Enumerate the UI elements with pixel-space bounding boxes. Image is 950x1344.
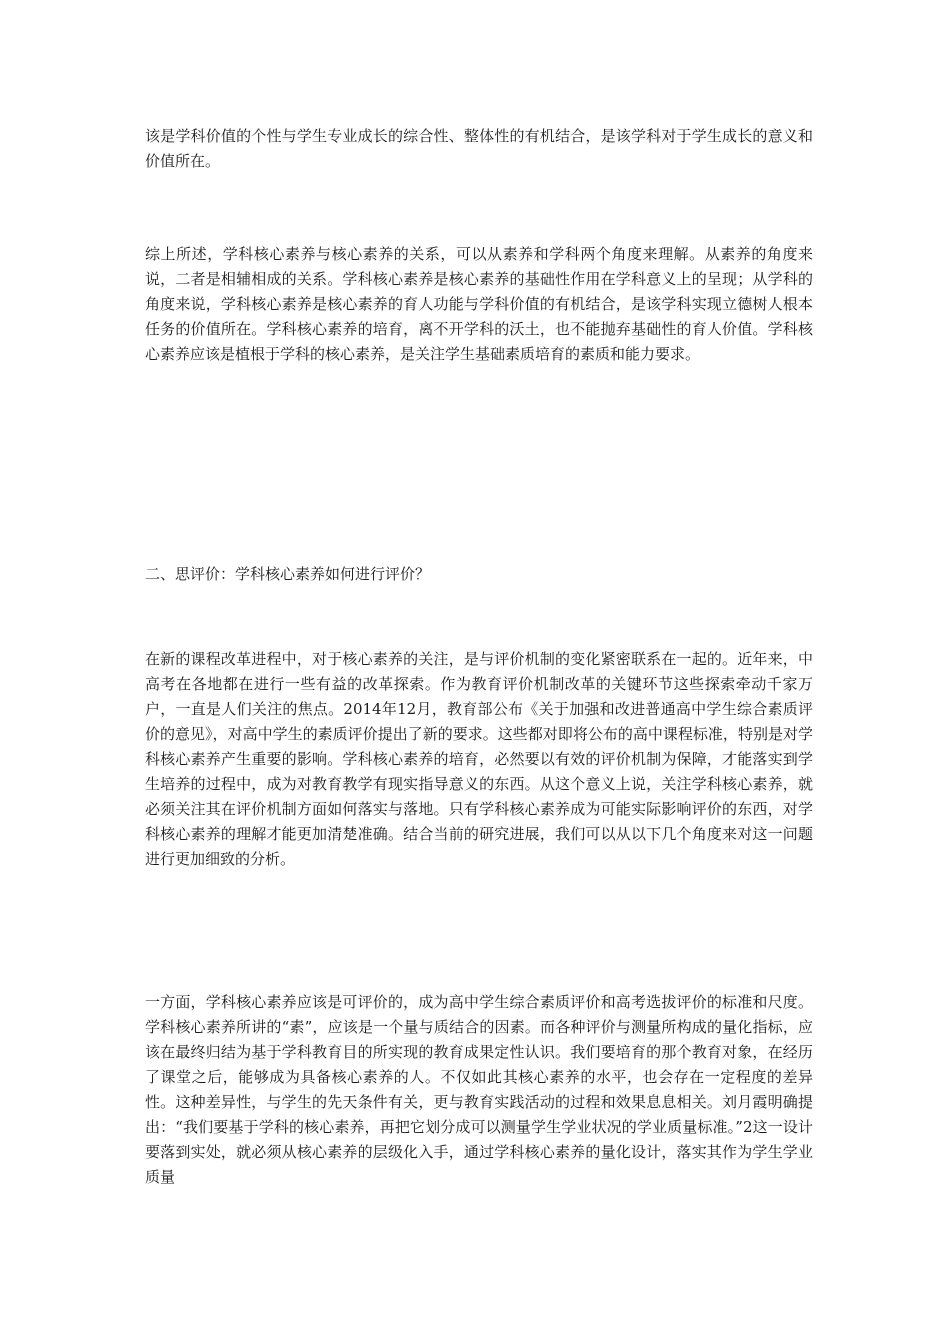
paragraph-summary: 综上所述，学科核心素养与核心素养的关系，可以从素养和学科两个角度来理解。从素养的角度来说，二者是相辅相成的关系。学科核心素养是核心素养的基础性作用在学科意义上的呈现；从学科的角度来说，学科核心素养是核心素养的育人功能与学科价值的有机结合，是该学科实现立德树人根本任务的价值所在。学科核心素养的培育，离不开学科的沃土，也不能抛弃基础性的育人价值。学科核心素养应该是植根于学科的核心素养，是关注学生基础素质培育的素质和能力要求。 — [145, 245, 813, 363]
paragraph-continuation: 该是学科价值的个性与学生专业成长的综合性、整体性的有机结合，是该学科对于学生成长的意义和价值所在。 — [145, 127, 813, 170]
paragraph-evaluable: 一方面，学科核心素养应该是可评价的，成为高中学生综合素质评价和高考选拔评价的标准和尺度。学科核心素养所讲的“素”，应该是一个量与质结合的因素。而各种评价与测量所构成的量化指标，应该在最终归结为基于学科教育目的所实现的教育成果定性认识。我们要培育的那个教育对象，在经历了课堂之后，能够成为具备核心素养的人。不仅如此其核心素养的水平，也会存在一定程度的差异性。这种差异性，与学生的先天条件有关，更与教育实践活动的过程和效果息息相关。刘月霞明确提出：“我们要基于学科的核心素养，再把它划分成可以测量学生学业状况的学业质量标准。”2这一设计要落到实处，就必须从核心素养的层级化入手，通过学科核心素养的量化设计，落实其作为学生学业质量 — [145, 993, 813, 1186]
paragraph-evaluation-context: 在新的课程改革进程中，对于核心素养的关注，是与评价机制的变化紧密联系在一起的。近年来，中高考在各地都在进行一些有益的改革探索。作为教育评价机制改革的关键环节这些探索牵动千家万户，一直是人们关注的焦点。2014年12月，教育部公布《关于加强和改进普通高中学生综合素质评价的意见》，对高中学生的素质评价提出了新的要求。这些都对即将公布的高中课程标准，特别是对学科核心素养产生重要的影响。学科核心素养的培育，必然要以有效的评价机制为保障，才能落实到学生培养的过程中，成为对教育教学有现实指导意义的东西。从这个意义上说，关注学科核心素养，就必须关注其在评价机制方面如何落实与落地。只有学科核心素养成为可能实际影响评价的东西，对学科核心素养的理解才能更加清楚准确。结合当前的研究进展，我们可以从以下几个角度来对这一问题进行更加细致的分析。 — [145, 650, 813, 868]
section-heading: 二、思评价：学科核心素养如何进行评价？ — [145, 565, 431, 583]
